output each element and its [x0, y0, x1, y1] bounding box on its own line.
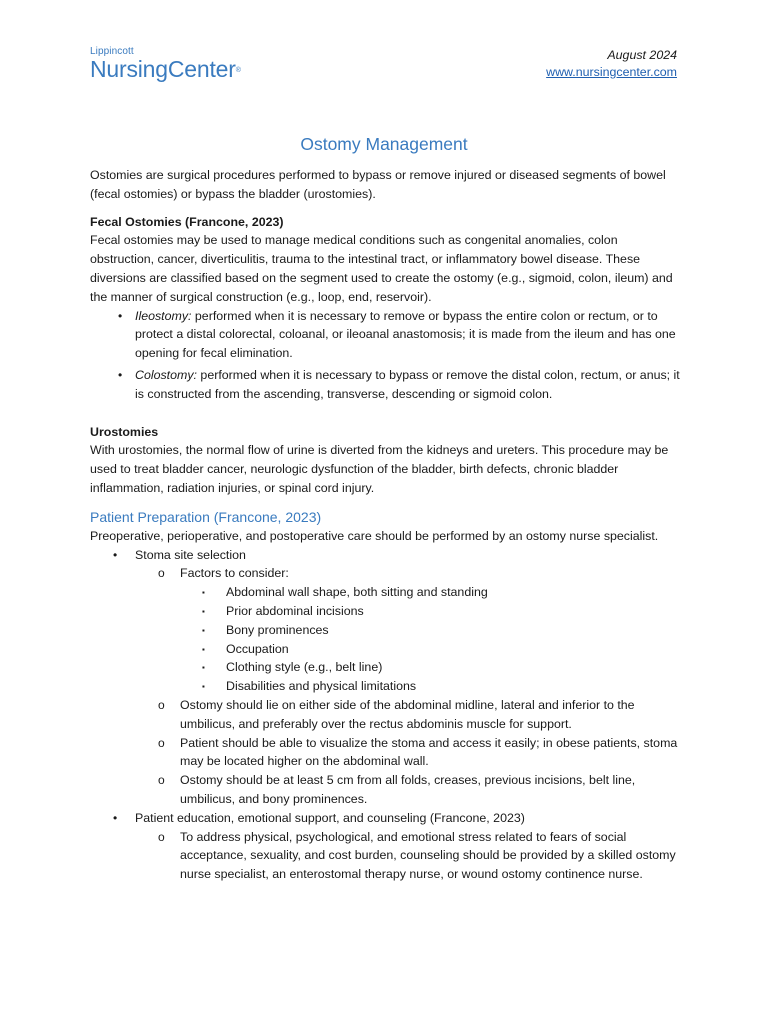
nursingcenter-logo — [90, 46, 241, 81]
fecal-paragraph: Fecal ostomies may be used to manage medical conditions such as congenital anomalies, colon obstruction, cancer, diverticulitis, trauma to the intestinal tract, or inflammatory bowel disease. These diversions are classified based on the segment used to create the ostomy (e.g., sigmoid, colon, ileum) and the manner of surgical construction (e.g., loop, end, reservoir). — [90, 233, 673, 304]
factors-label: Factors to consider: — [180, 566, 289, 581]
term-colostomy: Colostomy: — [135, 367, 197, 382]
factor-text: Bony prominences — [226, 622, 329, 637]
list-item-ileostomy — [90, 307, 682, 363]
prep-intro: Preoperative, perioperative, and postoperative care should be performed by an ostomy nurse specialist. — [90, 528, 659, 543]
list-item-site-point — [90, 696, 682, 734]
bullet-square: ▪ — [202, 663, 205, 673]
text-ileostomy: performed when it is necessary to remove or bypass the entire colon or rectum, or to protect a distal colorectal, coloanal, or ileoanal anastomosis; it is made from the ileum and has one opening for fecal elimination. — [135, 308, 676, 361]
intro-paragraph: Ostomies are surgical procedures performed to bypass or remove injured or diseased segments of bowel (fecal ostomies) or bypass the bladder (urostomies). — [90, 168, 666, 201]
logo-small-text: Lippincott — [90, 46, 134, 57]
document-body — [90, 166, 682, 884]
site-selection-label: Stoma site selection — [135, 547, 246, 562]
bullet-disc: • — [118, 367, 123, 382]
factor-text: Prior abdominal incisions — [226, 603, 364, 618]
list-item-factors — [90, 564, 682, 583]
logo-wordmark: NursingCenter — [90, 56, 236, 82]
list-item-factor — [90, 677, 682, 696]
bullet-square: ▪ — [202, 644, 205, 654]
list-item-site-point — [90, 771, 682, 809]
prep-heading: Patient Preparation (Francone, 2023) — [90, 508, 322, 525]
list-item-colostomy — [90, 366, 682, 404]
bullet-square: ▪ — [202, 588, 205, 598]
factor-text: Abdominal wall shape, both sitting and standing — [226, 585, 488, 600]
bullet-circle: o — [158, 735, 165, 750]
fecal-heading: Fecal Ostomies (Francone, 2023) — [90, 214, 284, 229]
header-meta — [546, 47, 677, 81]
term-ileostomy: Ileostomy: — [135, 308, 192, 323]
bullet-square: ▪ — [202, 625, 205, 635]
bullet-circle: o — [158, 829, 165, 844]
list-item-factor — [90, 640, 682, 659]
urostomies-heading: Urostomies — [90, 424, 159, 439]
education-point-text: To address physical, psychological, and emotional stress related to fears of social acceptance, sexuality, and cost burden, counseling should be provided by a skilled ostomy nurse specialist, an enterostomal therapy nurse, or wound ostomy continence nurse. — [180, 829, 676, 882]
bullet-disc: • — [113, 810, 118, 825]
list-item-factor — [90, 583, 682, 602]
list-item-site-selection — [90, 546, 682, 565]
factor-text: Disabilities and physical limitations — [226, 679, 417, 694]
publication-date: August 2024 — [607, 48, 677, 62]
bullet-square: ▪ — [202, 606, 205, 616]
logo-registered-mark: ® — [235, 67, 241, 74]
logo-big-text — [90, 57, 241, 81]
list-item-factor — [90, 621, 682, 640]
site-point-text: Ostomy should be at least 5 cm from all folds, creases, previous incisions, belt line, umbilicus, and bony prominences. — [180, 773, 636, 806]
site-point-text: Patient should be able to visualize the stoma and access it easily; in obese patients, stoma may be located higher on the abdominal wall. — [180, 735, 678, 769]
education-label: Patient education, emotional support, and counseling (Francone, 2023) — [135, 810, 525, 825]
list-item-factor — [90, 602, 682, 621]
text-colostomy: performed when it is necessary to bypass or remove the distal colon, rectum, or anus; it is constructed from the ascending, transverse, descending or sigmoid colon. — [135, 367, 680, 401]
bullet-circle: o — [158, 773, 165, 788]
factor-text: Clothing style (e.g., belt line) — [226, 660, 383, 675]
bullet-disc: • — [113, 547, 118, 562]
factor-text: Occupation — [226, 641, 289, 656]
bullet-circle: o — [158, 566, 165, 581]
list-item-education — [90, 809, 682, 828]
site-point-text: Ostomy should lie on either side of the abdominal midline, lateral and inferior to the umbilicus, and preferably over the rectus abdominis muscle for support. — [180, 697, 635, 731]
page-title: Ostomy Management — [300, 134, 468, 154]
urostomies-paragraph: With urostomies, the normal flow of urine is diverted from the kidneys and ureters. This procedure may be used to treat bladder cancer, neurologic dysfunction of the bladder, birth defects, chronic bladder inflammation, radiation injuries, or spinal cord injury. — [90, 443, 669, 495]
bullet-square: ▪ — [202, 682, 205, 692]
list-item-education-point — [90, 828, 682, 884]
list-item-factor — [90, 658, 682, 677]
bullet-disc: • — [118, 308, 123, 323]
website-link[interactable]: www.nursingcenter.com — [546, 65, 677, 79]
bullet-circle: o — [158, 697, 165, 712]
list-item-site-point — [90, 734, 682, 772]
